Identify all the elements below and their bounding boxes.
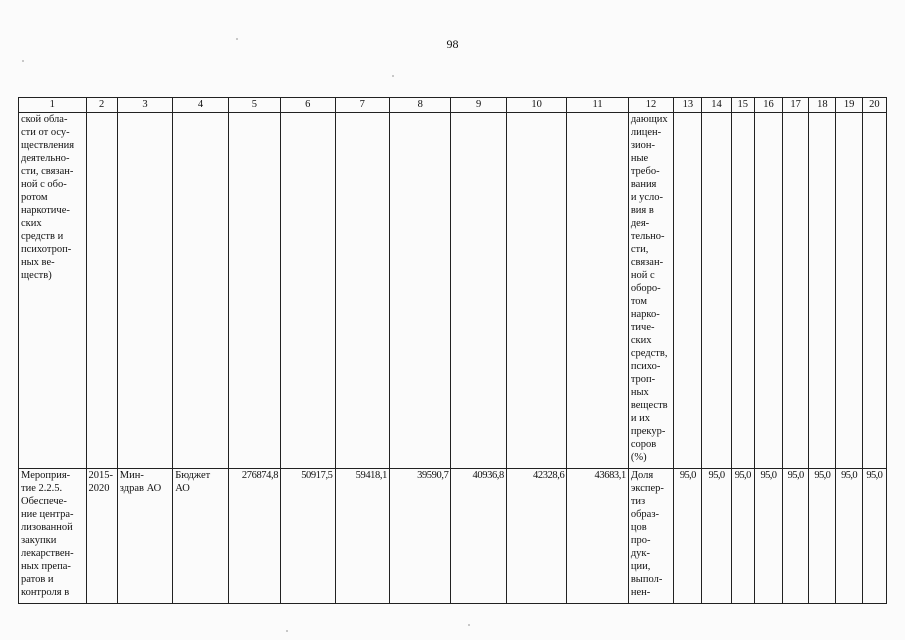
text-line: дук- [630, 548, 651, 559]
header-cell: 10 [506, 98, 566, 113]
empty-cell [86, 113, 117, 469]
text-line: дея- [630, 218, 650, 229]
header-cell: 8 [389, 98, 450, 113]
empty-cell [809, 113, 836, 469]
text-line: деятельно- [21, 153, 70, 164]
text-line: 2015- [88, 470, 114, 481]
header-cell: 20 [862, 98, 886, 113]
header-cell: 18 [809, 98, 836, 113]
scan-speck [392, 75, 394, 77]
empty-cell [674, 113, 702, 469]
text-line: здрав АО [119, 483, 162, 494]
text-line: ротом [21, 192, 48, 203]
header-cell: 2 [86, 98, 117, 113]
text-line: закупки [21, 535, 57, 546]
empty-cell [836, 113, 862, 469]
cell-activity [19, 469, 87, 604]
text-line: ных препа- [21, 561, 71, 572]
cell-percent: 95,0 [754, 469, 782, 604]
cell-executor [117, 469, 172, 604]
cell-amount: 40936,8 [451, 469, 506, 604]
cell-amount: 42328,6 [506, 469, 566, 604]
header-cell: 16 [754, 98, 782, 113]
cell-percent: 95,0 [731, 469, 754, 604]
header-cell: 3 [117, 98, 172, 113]
header-cell: 19 [836, 98, 862, 113]
scan-speck [236, 38, 238, 40]
empty-cell [754, 113, 782, 469]
cell-indicator-continued [628, 113, 673, 469]
cell-percent: 95,0 [783, 469, 809, 604]
text-line: лекарствен- [21, 548, 74, 559]
text-line: тельно- [630, 231, 665, 242]
text-line: контроля в [21, 587, 70, 598]
page-number: 98 [446, 37, 459, 51]
text-line: ных ве- [21, 257, 55, 268]
text-line: тиз [630, 496, 646, 507]
empty-cell [567, 113, 628, 469]
data-table [18, 97, 887, 604]
text-line: ние центра- [21, 509, 74, 520]
text-line: лицен- [630, 127, 662, 138]
text-line: ществ) [21, 270, 52, 281]
text-line: ских [630, 335, 652, 346]
table-row [19, 113, 887, 469]
text-line: Доля [630, 470, 654, 481]
cell-indicator [628, 469, 673, 604]
text-line: связан- [630, 257, 664, 268]
cell-amount: 43683,1 [567, 469, 628, 604]
text-line: дающих [630, 114, 668, 125]
text-line: ратов и [21, 574, 54, 585]
text-line: троп- [630, 374, 656, 385]
text-line: и их [630, 413, 650, 424]
empty-cell [389, 113, 450, 469]
text-line: нарко- [630, 309, 660, 320]
text-line: ной с [630, 270, 655, 281]
header-cell: 12 [628, 98, 673, 113]
empty-cell [451, 113, 506, 469]
header-cell: 15 [731, 98, 754, 113]
cell-activity-continued [19, 113, 87, 469]
text-line: ских [21, 218, 42, 229]
text-line: соров [630, 439, 657, 450]
text-line: ществления [21, 140, 75, 151]
header-cell: 11 [567, 98, 628, 113]
text-line: Бюджет [175, 470, 211, 481]
text-line: тиче- [630, 322, 655, 333]
text-line: сти от осу- [21, 127, 70, 138]
text-line: ных [630, 387, 649, 398]
text-line: средств, [630, 348, 668, 359]
text-line: сти, связан- [21, 166, 74, 177]
scan-speck [468, 624, 470, 626]
text-line: выпол- [630, 574, 663, 585]
cell-amount: 276874,8 [228, 469, 280, 604]
text-line: про- [630, 535, 651, 546]
text-line: ной с обо- [21, 179, 67, 190]
table-row [19, 469, 887, 604]
cell-amount: 39590,7 [389, 469, 450, 604]
text-line: ные [630, 153, 649, 164]
text-line: и усло- [630, 192, 663, 203]
text-line: экспер- [630, 483, 664, 494]
text-line: веществ [630, 400, 668, 411]
text-line: оборо- [630, 283, 661, 294]
empty-cell [228, 113, 280, 469]
header-cell: 17 [783, 98, 809, 113]
cell-percent: 95,0 [862, 469, 886, 604]
text-line: (%) [630, 452, 647, 463]
text-line: ции, [630, 561, 651, 572]
text-line: цов [630, 522, 647, 533]
cell-period [86, 469, 117, 604]
empty-cell [862, 113, 886, 469]
text-line: АО [175, 483, 190, 494]
text-line: вания [630, 179, 657, 190]
header-cell: 5 [228, 98, 280, 113]
empty-cell [281, 113, 335, 469]
header-cell: 6 [281, 98, 335, 113]
empty-cell [335, 113, 389, 469]
text-line: лизованной [21, 522, 73, 533]
cell-percent: 95,0 [836, 469, 862, 604]
empty-cell [117, 113, 172, 469]
cell-source [173, 469, 228, 604]
header-cell: 9 [451, 98, 506, 113]
text-line: средств и [21, 231, 64, 242]
text-line: том [630, 296, 647, 307]
text-line: ской обла- [21, 114, 68, 125]
text-line: зион- [630, 140, 655, 151]
cell-percent: 95,0 [702, 469, 731, 604]
cell-percent: 95,0 [674, 469, 702, 604]
text-line: прекур- [630, 426, 666, 437]
header-cell: 1 [19, 98, 87, 113]
text-line: психотроп- [21, 244, 72, 255]
text-line: Мероприя- [21, 470, 71, 481]
text-line: вия в [630, 205, 654, 216]
text-line: тие 2.2.5. [21, 483, 63, 494]
empty-cell [731, 113, 754, 469]
text-line: нен- [630, 587, 651, 598]
header-cell: 7 [335, 98, 389, 113]
text-line: образ- [630, 509, 659, 520]
text-line: 2020 [88, 483, 110, 494]
text-line: Обеспече- [21, 496, 67, 507]
cell-amount: 50917,5 [281, 469, 335, 604]
text-line: наркотиче- [21, 205, 70, 216]
header-cell: 13 [674, 98, 702, 113]
empty-cell [173, 113, 228, 469]
text-line: психо- [630, 361, 661, 372]
cell-percent: 95,0 [809, 469, 836, 604]
text-line: Мин- [119, 470, 144, 481]
header-cell: 4 [173, 98, 228, 113]
scan-speck [286, 630, 288, 632]
header-cell: 14 [702, 98, 731, 113]
scan-speck [22, 60, 24, 62]
text-line: сти, [630, 244, 649, 255]
header-row [19, 98, 887, 113]
text-line: требо- [630, 166, 660, 177]
empty-cell [506, 113, 566, 469]
empty-cell [783, 113, 809, 469]
empty-cell [702, 113, 731, 469]
cell-amount: 59418,1 [335, 469, 389, 604]
